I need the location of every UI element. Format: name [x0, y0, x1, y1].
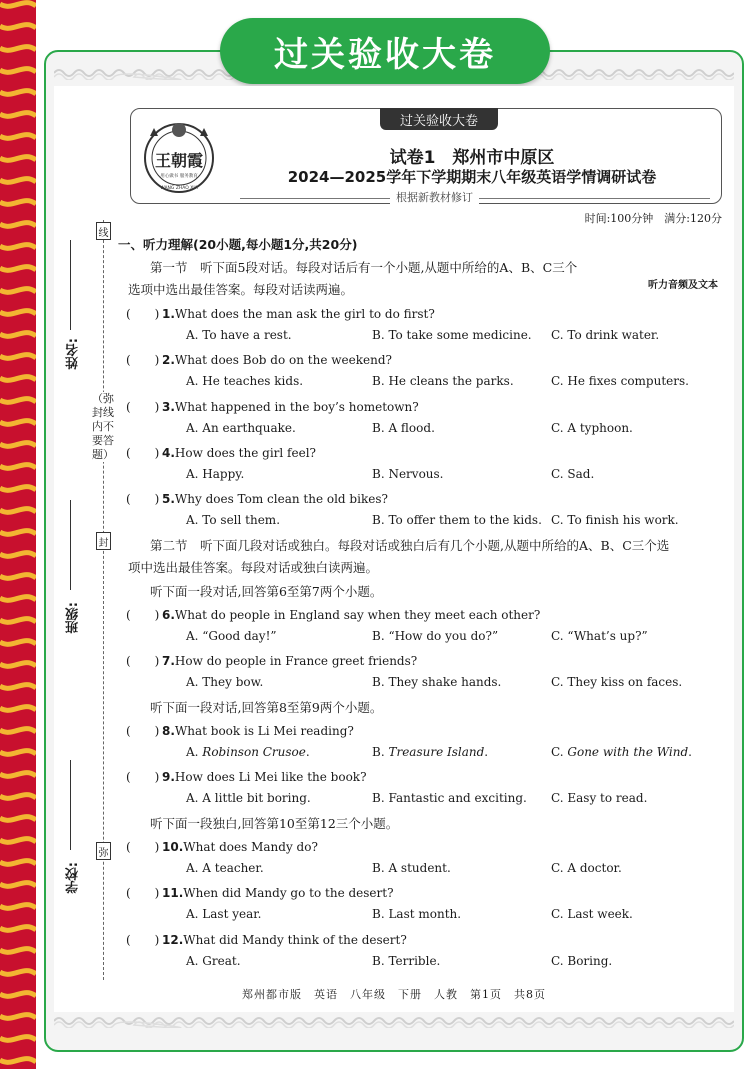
- option-a[interactable]: [186, 745, 310, 759]
- part1-instructions-2: 选项中选出最佳答案。每段对话读两遍。: [128, 282, 354, 297]
- question-text: What does Bob do on the weekend?: [174, 353, 392, 367]
- intro-q8-9: 听下面一段对话,回答第8至第9两个小题。: [150, 700, 383, 715]
- option-b[interactable]: B. He cleans the parks.: [372, 374, 514, 388]
- option-c[interactable]: [551, 745, 692, 759]
- option-b[interactable]: B. Fantastic and exciting.: [372, 791, 527, 805]
- question-text: How does Li Mei like the book?: [174, 770, 367, 784]
- question-5: [126, 490, 388, 507]
- option-b[interactable]: [372, 745, 488, 759]
- question-text: When did Mandy go to the desert?: [183, 886, 394, 900]
- question-8: [126, 722, 354, 739]
- question-number: 3.: [162, 400, 175, 414]
- binding-mark-seal: 封: [96, 532, 111, 550]
- part2-instructions: 第二节 听下面几段对话或独白。每段对话或独白后有几个小题,从题中所给的A、B、C三个选: [150, 538, 670, 553]
- option-period: .: [484, 745, 489, 759]
- question-text: What did Mandy think of the desert?: [183, 933, 407, 947]
- header-tab: 过关验收大卷: [380, 108, 498, 130]
- answer-blank[interactable]: ( ): [126, 492, 160, 506]
- option-a[interactable]: A. They bow.: [186, 675, 264, 689]
- question-text: How do people in France greet friends?: [174, 654, 418, 668]
- option-c[interactable]: C. “What’s up?”: [551, 629, 648, 643]
- option-c[interactable]: C. Easy to read.: [551, 791, 648, 805]
- question-9: [126, 768, 367, 785]
- question-number: 9.: [162, 770, 175, 784]
- option-a[interactable]: A. Happy.: [186, 467, 245, 481]
- publisher-logo: [138, 114, 220, 196]
- question-7: [126, 652, 417, 669]
- question-number: 11.: [162, 886, 184, 900]
- page-footer: 郑州都市版 英语 八年级 下册 人教 第1页 共8页: [242, 988, 546, 1001]
- answer-blank[interactable]: ( ): [126, 446, 160, 460]
- binding-note: （弥封线内不要答题）: [92, 392, 114, 461]
- school-label: 学校:: [66, 862, 81, 894]
- question-11: [126, 884, 394, 901]
- question-text: Why does Tom clean the old bikes?: [174, 492, 388, 506]
- banner-title: 过关验收大卷: [220, 18, 550, 84]
- question-number: 4.: [162, 446, 175, 460]
- option-c[interactable]: C. A doctor.: [551, 861, 622, 875]
- option-prefix: B.: [372, 745, 389, 759]
- question-number: 2.: [162, 353, 175, 367]
- option-a[interactable]: A. He teaches kids.: [186, 374, 304, 388]
- option-c[interactable]: C. He fixes computers.: [551, 374, 689, 388]
- question-12: [126, 931, 407, 948]
- wave-border-bottom: [54, 1014, 734, 1028]
- question-number: 8.: [162, 724, 175, 738]
- option-b[interactable]: B. Terrible.: [372, 954, 441, 968]
- paper-title: 试卷1 郑州市中原区: [389, 148, 555, 168]
- option-a[interactable]: A. A little bit boring.: [186, 791, 311, 805]
- option-a[interactable]: A. Great.: [186, 954, 241, 968]
- section-title: 一、听力理解(20小题,每小题1分,共20分): [118, 237, 358, 252]
- revision-note: 根据新教材修订: [390, 189, 479, 205]
- binding-line: [103, 220, 104, 980]
- option-c[interactable]: C. To drink water.: [551, 328, 660, 342]
- option-b[interactable]: B. A student.: [372, 861, 451, 875]
- answer-blank[interactable]: ( ): [126, 654, 160, 668]
- option-prefix: A.: [186, 745, 203, 759]
- intro-q10-12: 听下面一段独白,回答第10至第12三个小题。: [150, 816, 399, 831]
- answer-blank[interactable]: ( ): [126, 307, 160, 321]
- part2-instructions-2: 项中选出最佳答案。每段对话或独白读两遍。: [128, 560, 379, 575]
- question-text: How does the girl feel?: [174, 446, 316, 460]
- logo-text: 王朝霞: [154, 151, 204, 170]
- question-text: What does the man ask the girl to do first?: [174, 307, 435, 321]
- part1-instructions: 第一节 听下面5段对话。每段对话后有一个小题,从题中所给的A、B、C三个: [150, 260, 578, 275]
- option-a[interactable]: A. An earthquake.: [186, 421, 296, 435]
- book-title: Treasure Island: [388, 745, 485, 759]
- question-number: 6.: [162, 608, 175, 622]
- book-title: Robinson Crusoe: [202, 745, 306, 759]
- audio-text-label: 听力音频及文本: [648, 280, 718, 291]
- question-number: 12.: [162, 933, 184, 947]
- book-title: Gone with the Wind: [567, 745, 689, 759]
- option-b[interactable]: B. “How do you do?”: [372, 629, 499, 643]
- question-text: What do people in England say when they meet each other?: [174, 608, 541, 622]
- question-text: What does Mandy do?: [183, 840, 318, 854]
- question-2: [126, 351, 392, 368]
- answer-blank[interactable]: ( ): [126, 400, 160, 414]
- option-prefix: C.: [551, 745, 568, 759]
- option-c[interactable]: C. Last week.: [551, 907, 633, 921]
- option-b[interactable]: B. Last month.: [372, 907, 462, 921]
- option-c[interactable]: C. They kiss on faces.: [551, 675, 683, 689]
- option-a[interactable]: A. Last year.: [186, 907, 262, 921]
- time-score: 时间:100分钟 满分:120分: [584, 212, 722, 225]
- answer-blank[interactable]: ( ): [126, 886, 160, 900]
- question-1: [126, 305, 435, 322]
- answer-blank[interactable]: ( ): [126, 353, 160, 367]
- answer-blank[interactable]: ( ): [126, 840, 160, 854]
- answer-blank[interactable]: ( ): [126, 724, 160, 738]
- question-number: 10.: [162, 840, 184, 854]
- question-number: 7.: [162, 654, 175, 668]
- option-a[interactable]: A. To sell them.: [186, 513, 281, 527]
- option-b[interactable]: B. To offer them to the kids.: [372, 513, 542, 527]
- logo-ring-text: WANG ZHAO XIA: [160, 186, 198, 191]
- class-label: 班级:: [66, 602, 81, 634]
- paper-subtitle: 2024—2025学年下学期期末八年级英语学情调研试卷: [287, 168, 657, 186]
- question-10: [126, 838, 318, 855]
- option-b[interactable]: B. Nervous.: [372, 467, 444, 481]
- option-a[interactable]: A. “Good day!”: [186, 629, 277, 643]
- intro-q6-7: 听下面一段对话,回答第6至第7两个小题。: [150, 584, 383, 599]
- option-period: .: [688, 745, 692, 759]
- question-3: [126, 398, 419, 415]
- option-a[interactable]: A. To have a rest.: [186, 328, 292, 342]
- option-b[interactable]: B. A flood.: [372, 421, 435, 435]
- answer-blank[interactable]: ( ): [126, 933, 160, 947]
- option-c[interactable]: C. Boring.: [551, 954, 613, 968]
- question-4: [126, 444, 316, 461]
- question-number: 5.: [162, 492, 175, 506]
- answer-blank[interactable]: ( ): [126, 770, 160, 784]
- decorative-ribbon: [0, 0, 36, 1069]
- question-text: What book is Li Mei reading?: [174, 724, 354, 738]
- option-c[interactable]: C. A typhoon.: [551, 421, 633, 435]
- binding-mark-line: 线: [96, 222, 111, 240]
- question-6: [126, 606, 540, 623]
- name-line: [70, 240, 71, 330]
- option-period: .: [305, 745, 310, 759]
- logo-subtext: 用心做书 服务教育: [160, 174, 198, 179]
- school-line: [70, 760, 71, 850]
- class-line: [70, 500, 71, 590]
- answer-blank[interactable]: ( ): [126, 608, 160, 622]
- name-label: 姓名:: [66, 338, 81, 370]
- option-b[interactable]: B. They shake hands.: [372, 675, 502, 689]
- option-c[interactable]: C. To finish his work.: [551, 513, 679, 527]
- option-b[interactable]: B. To take some medicine.: [372, 328, 532, 342]
- option-c[interactable]: C. Sad.: [551, 467, 595, 481]
- question-number: 1.: [162, 307, 175, 321]
- question-text: What happened in the boy’s hometown?: [174, 400, 419, 414]
- option-a[interactable]: A. A teacher.: [186, 861, 264, 875]
- binding-mark-dense: 弥: [96, 842, 111, 860]
